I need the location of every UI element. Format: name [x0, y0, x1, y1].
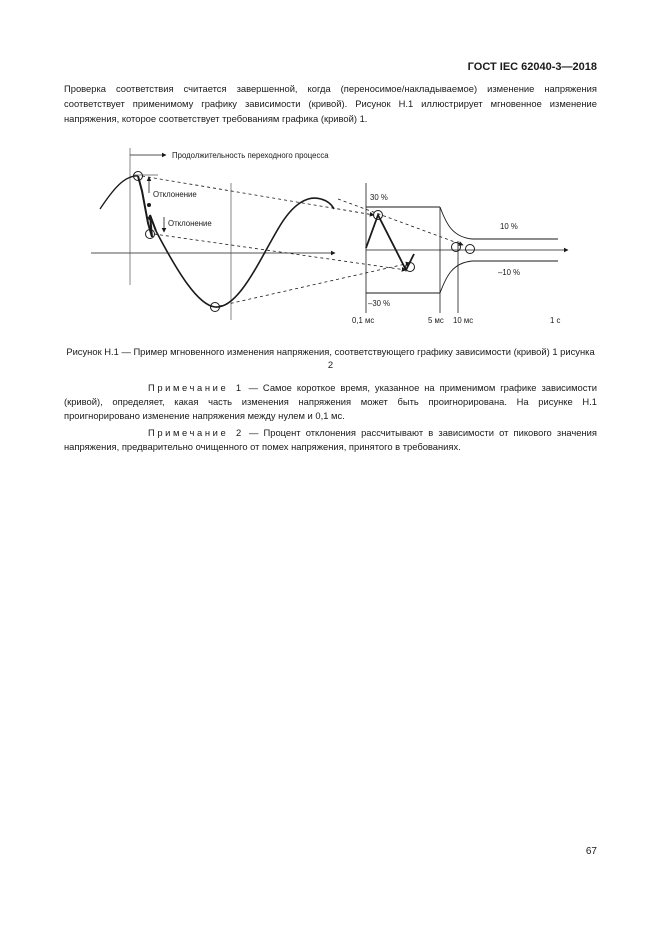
waveform-transient [138, 176, 156, 237]
waveform-post-transient [156, 198, 334, 307]
voltage-transient-figure [88, 143, 578, 333]
intro-paragraph: Проверка соответствия считается завершенной, когда (переносимое/накладываемое) изменение напряжения соответствует применимому графику зависимости (кривой). Рисунок Н.1 иллюстрирует мгновенное изменение напряжения, которое соответствует требованиям графика (кривой) 1. [64, 83, 597, 124]
response-curve [366, 215, 414, 270]
tick-label-5ms: 5 мс [428, 316, 444, 325]
duration-label: Продолжительность переходного процесса [172, 151, 329, 160]
lower-tolerance-label: –10 % [498, 268, 521, 277]
note-2 [64, 426, 597, 454]
note-1-text: — Самое короткое время, указанное на применимом графике зависимости (кривой), определяет, какая часть изменения напряжения может быть проигнорирована. На рисунке Н.1 проигнорировано изменение напряжения между нулем и 0,1 мс. [64, 382, 597, 421]
upper-envelope-decay [440, 207, 558, 239]
tick-label-01ms: 0,1 мс [352, 316, 375, 325]
response-point-4 [466, 245, 475, 254]
deviation-point-3 [148, 216, 152, 220]
note-1-label: Примечание 1 [148, 382, 244, 393]
upper-limit-label: 30 % [370, 193, 388, 202]
upper-tolerance-label: 10 % [500, 222, 518, 231]
note-2-label: Примечание 2 [148, 427, 244, 438]
waveform-pre-transient [100, 176, 138, 209]
deviation-point-1 [147, 203, 151, 207]
deviation-label-2: Отклонение [168, 219, 212, 228]
page-number: 67 [585, 846, 597, 857]
deviation-label-1: Отклонение [153, 190, 197, 199]
note-2-text: — Процент отклонения рассчитывают в зависимости от пикового значения напряжения, предварительно очищенного от помех напряжения, принятого в требованиях. [64, 427, 597, 452]
tick-label-1s: 1 с [550, 316, 561, 325]
tolerance-panel [352, 183, 568, 325]
note-1 [64, 381, 597, 423]
tick-label-10ms: 10 мс [453, 316, 474, 325]
figure-caption: Рисунок Н.1 — Пример мгновенного изменения напряжения, соответствующего графику зависимости (кривой) 1 рисунка 2 [66, 346, 595, 370]
waveform-panel [91, 148, 335, 320]
lower-limit-label: –30 % [368, 299, 391, 308]
document-header: ГОСТ IEC 62040-3—2018 [467, 61, 597, 73]
